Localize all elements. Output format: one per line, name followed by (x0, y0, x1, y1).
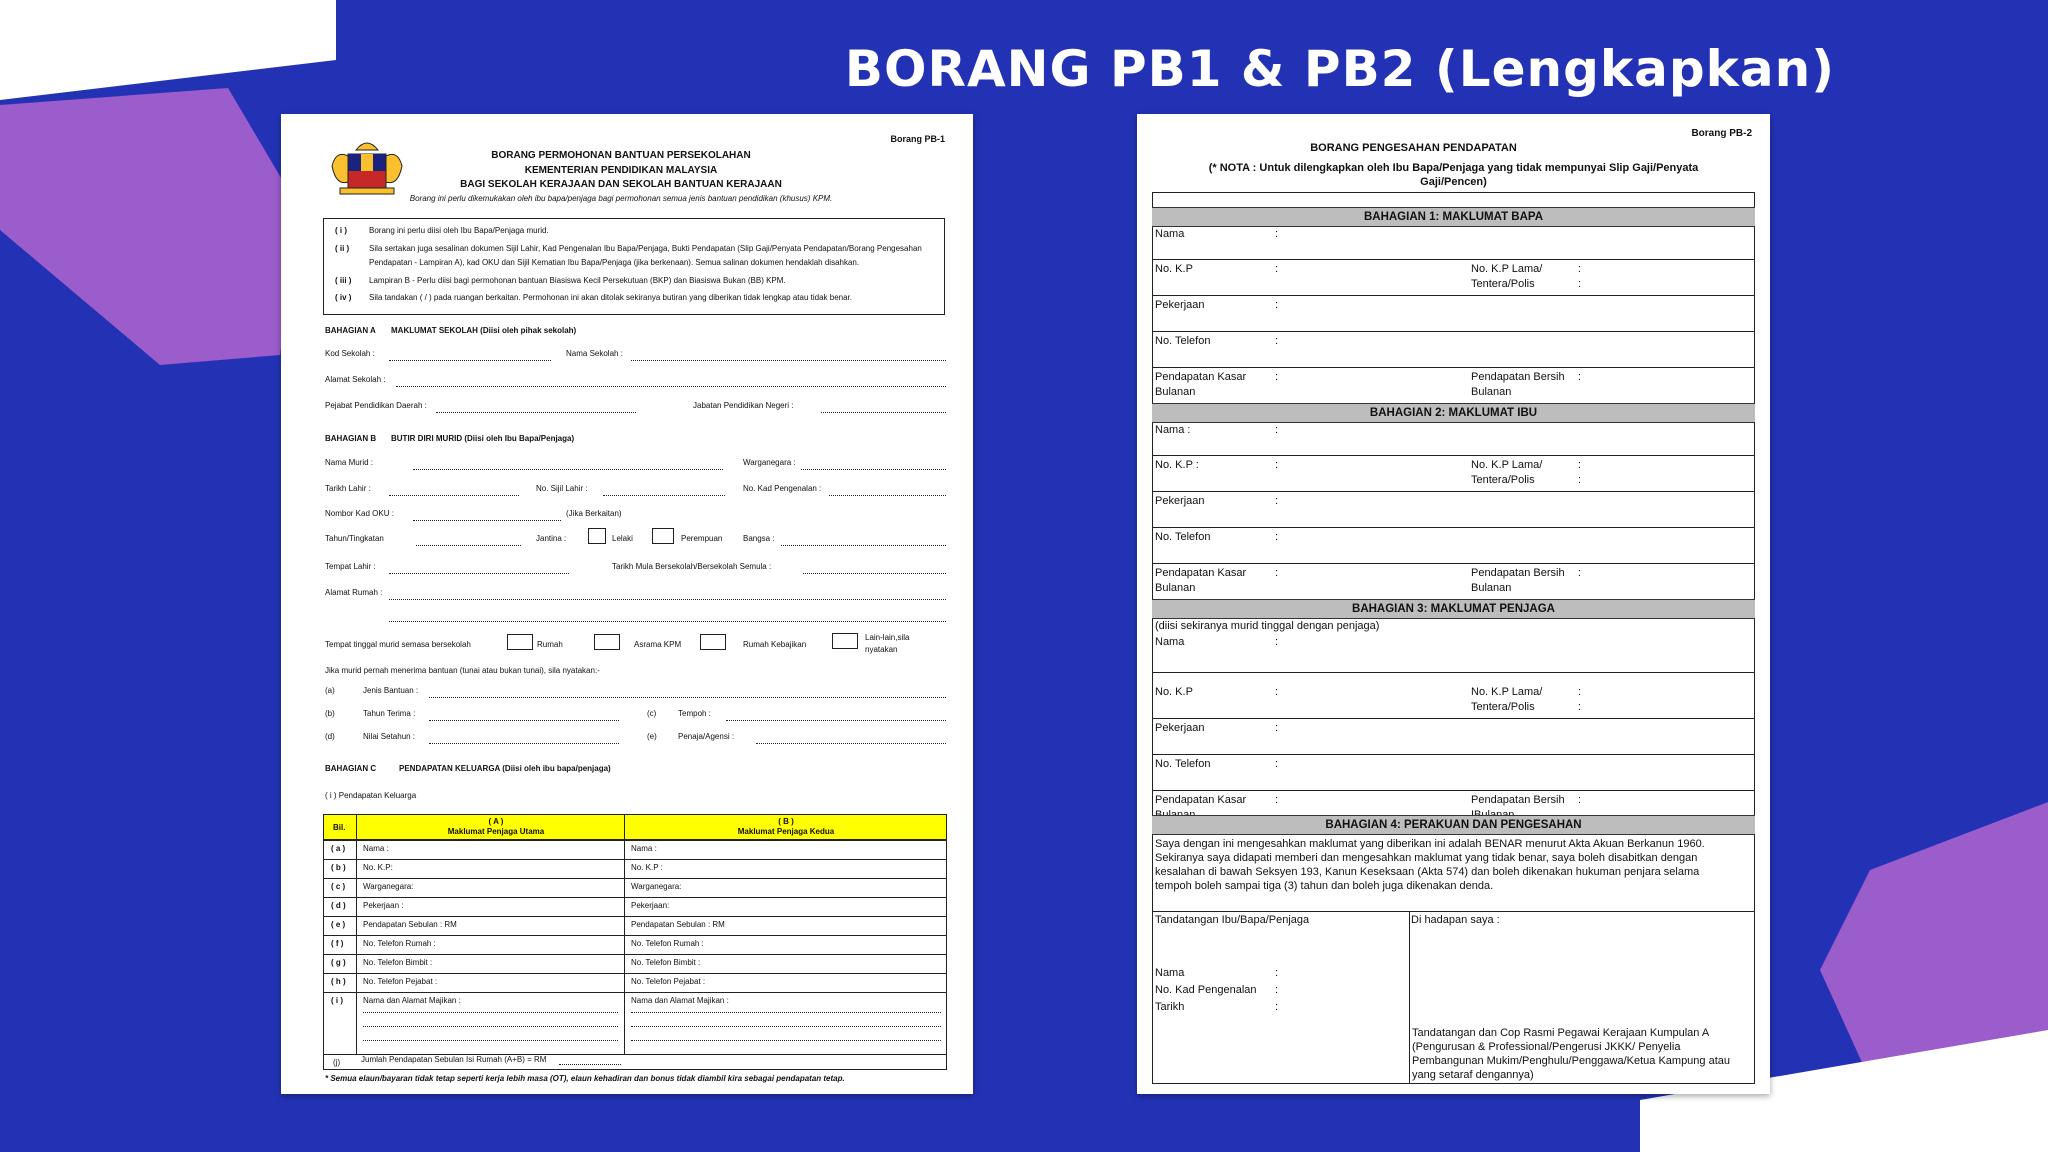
label-nama-murid: Nama Murid : (325, 458, 374, 467)
label-telefon: No. Telefon (1155, 531, 1211, 543)
checkbox-rumah[interactable] (507, 634, 533, 650)
label-bulanan: Bulanan (1155, 582, 1196, 594)
col-b-title: Maklumat Penjaga Kedua (737, 827, 835, 836)
field-majikan-a[interactable] (363, 1040, 618, 1041)
field-ppd[interactable] (436, 412, 636, 413)
label-tempat-tinggal: Tempat tinggal murid semasa bersekolah (325, 640, 471, 649)
colon: : (1578, 794, 1582, 806)
label-tarikh-lahir: Tarikh Lahir : (325, 484, 371, 493)
pb1-code: Borang PB-1 (890, 134, 945, 144)
label-kp-lama: No. K.P Lama/ (1471, 263, 1543, 275)
label-alamat-sekolah: Alamat Sekolah : (325, 375, 386, 384)
row-num: ( e ) (331, 920, 346, 929)
label-sign-kad: No. Kad Pengenalan (1155, 984, 1257, 996)
label-pendapatan-kasar: Pendapatan Kasar (1155, 371, 1247, 383)
sec-a-code: BAHAGIAN A (325, 326, 376, 335)
label-perempuan: Perempuan (681, 534, 723, 543)
colon: : (1275, 794, 1279, 806)
field-no-kp[interactable] (829, 495, 946, 496)
sec-c-code: BAHAGIAN C (325, 764, 377, 773)
row-num: ( c ) (331, 882, 346, 891)
row-label-b: No. Telefon Bimbit : (631, 958, 701, 967)
sec-b-title: BUTIR DIRI MURID (Diisi oleh Ibu Bapa/Penjaga) (391, 434, 575, 443)
sec-a-title: MAKLUMAT SEKOLAH (Diisi oleh pihak sekolah) (391, 326, 577, 335)
colon: : (1578, 371, 1582, 383)
colon: : (1578, 459, 1582, 471)
field-majikan-b[interactable] (631, 1012, 941, 1013)
colon: : (1578, 474, 1582, 486)
label-a: (a) (325, 686, 335, 695)
row-label-a: No. Telefon Pejabat : (363, 977, 438, 986)
colon: : (1578, 567, 1582, 579)
label-warganegara: Warganegara : (743, 458, 796, 467)
label-nama: Nama : (1155, 424, 1191, 436)
label-telefon: No. Telefon (1155, 335, 1211, 347)
checkbox-kebajikan[interactable] (700, 634, 726, 650)
checkbox-lain[interactable] (832, 633, 858, 649)
pb2-table (1152, 192, 1755, 1084)
sec-c-sub: ( i ) Pendapatan Keluarga (325, 791, 417, 800)
pb1-heading-3: BAGI SEKOLAH KERAJAAN DAN SEKOLAH BANTUAN KERAJAAN (460, 179, 782, 190)
label-sign-tarikh: Tarikh (1155, 1001, 1185, 1013)
row-label-b: No. Telefon Rumah : (631, 939, 704, 948)
row-num: ( b ) (331, 863, 346, 872)
label-alamat-rumah: Alamat Rumah : (325, 588, 383, 597)
label-tentera: Tentera/Polis (1471, 701, 1535, 713)
row-label-b: No. K.P : (631, 863, 663, 872)
colon: : (1275, 495, 1279, 507)
row-label-a: No. Telefon Bimbit : (363, 958, 433, 967)
label-terima: Tahun Terima : (363, 709, 416, 718)
field-jenis-bantuan[interactable] (429, 697, 946, 698)
colon: : (1275, 967, 1279, 979)
label-pekerjaan: Pekerjaan (1155, 299, 1205, 311)
label-pendapatan-bersih: Pendapatan Bersih (1471, 794, 1565, 806)
colon: : (1275, 984, 1279, 996)
label-jpn: Jabatan Pendidikan Negeri : (693, 401, 794, 410)
pb2-title: BORANG PENGESAHAN PENDAPATAN (1310, 142, 1517, 154)
field-majikan-b[interactable] (631, 1040, 941, 1041)
colon: : (1275, 1001, 1279, 1013)
note-text: Sila tandakan ( / ) pada ruangan berkaitan. Permohonan ini akan ditolak sekiranya butiran yang diberikan tidak lengkap atau tidak benar. (369, 293, 852, 302)
label-tahun: Tahun/Tingkatan (325, 534, 384, 543)
label-nama: Nama (1155, 228, 1185, 240)
perakuan-line: kesalahan di bawah Seksyen 193, Kanun Keseksaan (Akta 574) dan boleh dikenakan hukuman penjara selama (1155, 866, 1700, 878)
malaysia-crest-icon (326, 136, 408, 196)
field-penaja[interactable] (756, 743, 946, 744)
row-num: ( g ) (331, 958, 346, 967)
label-nokp: No. K.P (1155, 686, 1193, 698)
section-penjaga: BAHAGIAN 3: MAKLUMAT PENJAGA (1152, 599, 1755, 619)
label-bulanan: Bulanan (1471, 582, 1512, 594)
label-b: (b) (325, 709, 335, 718)
label-nilai: Nilai Setahun : (363, 732, 416, 741)
colon: : (1275, 299, 1279, 311)
row-label-b: Pendapatan Sebulan : RM (631, 920, 725, 929)
colon: : (1275, 424, 1279, 436)
field-alamat-rumah[interactable] (389, 599, 946, 600)
pb2-note-2: Gaji/Pencen) (1420, 176, 1487, 188)
label-lain2: nyatakan (865, 645, 898, 654)
label-tempat-lahir: Tempat Lahir : (325, 562, 376, 571)
checkbox-perempuan[interactable] (652, 528, 674, 544)
note-text: Sila sertakan juga sesalinan dokumen Sijil Lahir, Kad Pengenalan Ibu Bapa/Penjaga, Bukti Pendapatan (Slip Gaji/Penyata Pendapatan/Borang Pengesahan (369, 244, 922, 253)
note-text: Pendapatan - Lampiran A), kad OKU dan Sijil Kematian Ibu Bapa/Penjaga (jika berkenaan). Semua salinan dokumen hendaklah disahkan. (369, 258, 860, 267)
label-e: (e) (647, 732, 657, 741)
row-label-a: Pekerjaan : (363, 901, 404, 910)
row-label-a: Nama : (363, 844, 389, 853)
field-nilai[interactable] (429, 743, 619, 744)
label-bulanan: Bulanan (1471, 386, 1512, 398)
pb1-heading-note: Borang ini perlu dikemukakan oleh ibu bapa/penjaga bagi permohonan semua jenis bantuan pendidikan (khusus) KPM. (409, 194, 833, 203)
field-majikan-b[interactable] (631, 1026, 941, 1027)
colon: : (1275, 459, 1279, 471)
pb1-heading-1: BORANG PERMOHONAN BANTUAN PERSEKOLAHAN (491, 150, 751, 161)
cop-line: yang setaraf dengannya) (1412, 1069, 1534, 1081)
label-kebajikan: Rumah Kebajikan (743, 640, 807, 649)
label-pendapatan-kasar: Pendapatan Kasar (1155, 567, 1247, 579)
label-kad-oku: Nombor Kad OKU : (325, 509, 394, 518)
field-tahun-terima[interactable] (429, 720, 619, 721)
colon: : (1578, 263, 1582, 275)
colon: : (1578, 701, 1582, 713)
label-pekerjaan: Pekerjaan (1155, 722, 1205, 734)
field-kad-oku[interactable] (413, 520, 561, 521)
slide-title: BORANG PB1 & PB2 (Lengkapkan) (844, 40, 1836, 98)
label-jumlah: Jumlah Pendapatan Sebulan Isi Rumah (A+B) = RM (361, 1055, 547, 1064)
label-nama: Nama (1155, 636, 1185, 648)
cop-line: (Pengurusan & Professional/Pengerusi JKKK/ Penyelia (1412, 1041, 1681, 1053)
row-label-a: Nama dan Alamat Majikan : (363, 996, 461, 1005)
label-d: (d) (325, 732, 335, 741)
checkbox-asrama[interactable] (594, 634, 620, 650)
label-pendapatan-bersih: Pendapatan Bersih (1471, 371, 1565, 383)
col-bil: Bil. (333, 823, 346, 832)
row-label-a: Pendapatan Sebulan : RM (363, 920, 457, 929)
label-ppd: Pejabat Pendidikan Daerah : (325, 401, 427, 410)
field-tempoh[interactable] (726, 720, 946, 721)
label-tandatangan: Tandatangan Ibu/Bapa/Penjaga (1155, 914, 1310, 926)
note-num: ( iv ) (335, 293, 352, 302)
label-bulanan: Bulanan (1155, 386, 1196, 398)
pb2-code: Borang PB-2 (1691, 128, 1752, 139)
label-tentera: Tentera/Polis (1471, 474, 1535, 486)
col-a-label: ( A ) (488, 817, 504, 826)
label-asrama: Asrama KPM (634, 640, 682, 649)
field-nama-murid[interactable] (413, 469, 723, 470)
label-lelaki: Lelaki (612, 534, 633, 543)
field-nama-sekolah[interactable] (631, 360, 946, 361)
colon: : (1275, 335, 1279, 347)
checkbox-lelaki[interactable] (588, 528, 606, 544)
col-a-title: Maklumat Penjaga Utama (447, 827, 545, 836)
row-label-a: No. K.P: (363, 863, 393, 872)
cop-line: Tandatangan dan Cop Rasmi Pegawai Kerajaan Kumpulan A (1412, 1027, 1710, 1039)
note-num: ( ii ) (335, 244, 350, 253)
label-sijil-lahir: No. Sijil Lahir : (536, 484, 588, 493)
field-jpn[interactable] (821, 412, 946, 413)
field-tempat-lahir[interactable] (389, 573, 569, 574)
perakuan-line: tempoh boleh sampai tiga (3) tahun dan boleh juga dikenakan denda. (1155, 880, 1494, 892)
row-label-b: Warganegara: (631, 882, 682, 891)
label-telefon: No. Telefon (1155, 758, 1211, 770)
note-num: ( iii ) (335, 276, 352, 285)
colon: : (1275, 228, 1279, 240)
colon: : (1275, 722, 1279, 734)
label-oku-note: (Jika Berkaitan) (566, 509, 622, 518)
field-alamat-sekolah[interactable] (396, 386, 946, 387)
field-tarikh-lahir[interactable] (389, 495, 519, 496)
row-label-a: Warganegara: (363, 882, 414, 891)
note-num: ( i ) (335, 226, 347, 235)
field-kod-sekolah[interactable] (389, 360, 551, 361)
label-pendapatan-kasar: Pendapatan Kasar (1155, 794, 1247, 806)
colon: : (1578, 278, 1582, 290)
field-alamat-rumah-2[interactable] (389, 621, 946, 622)
colon: : (1275, 686, 1279, 698)
label-kp-lama: No. K.P Lama/ (1471, 686, 1543, 698)
label-no-kp: No. Kad Pengenalan : (743, 484, 822, 493)
pb2-note-1: (* NOTA : Untuk dilengkapkan oleh Ibu Bapa/Penjaga yang tidak mempunyai Slip Gaji/Penyata (1208, 162, 1699, 174)
colon: : (1275, 636, 1279, 648)
section-bapa: BAHAGIAN 1: MAKLUMAT BAPA (1152, 207, 1755, 227)
label-pekerjaan: Pekerjaan (1155, 495, 1205, 507)
row-num: ( f ) (331, 939, 344, 948)
row-label-b: Nama : (631, 844, 657, 853)
pb1-heading-2: KEMENTERIAN PENDIDIKAN MALAYSIA (524, 165, 718, 176)
colon: : (1275, 567, 1279, 579)
label-dihadapan: Di hadapan saya : (1411, 914, 1500, 926)
col-b-label: ( B ) (778, 817, 794, 826)
label-sec3-note: (diisi sekiranya murid tinggal dengan penjaga) (1155, 620, 1380, 632)
note-text: Borang ini perlu diisi oleh Ibu Bapa/Penjaga murid. (369, 226, 549, 235)
label-nokp: No. K.P (1155, 263, 1193, 275)
sec-c-title: PENDAPATAN KELUARGA (Diisi oleh ibu bapa/penjaga) (399, 764, 611, 773)
perakuan-line: Saya dengan ini mengesahkan maklumat yang diberikan ini adalah BENAR menurut Akta Akuan Berkanun 1960. (1155, 838, 1705, 850)
field-majikan-a[interactable] (363, 1012, 618, 1013)
field-bangsa[interactable] (781, 545, 946, 546)
row-label-b: Nama dan Alamat Majikan : (631, 996, 729, 1005)
label-bangsa: Bangsa : (743, 534, 775, 543)
row-num: ( a ) (331, 844, 346, 853)
field-tarikh-mula[interactable] (803, 573, 946, 574)
colon: : (1275, 758, 1279, 770)
pb1-footnote: * Semua elaun/bayaran tidak tetap seperti kerja lebih masa (OT), elaun kehadiran dan bonus tidak diambil kira sebagai pendapatan tetap. (325, 1074, 845, 1083)
colon: : (1578, 686, 1582, 698)
row-label-b: No. Telefon Pejabat : (631, 977, 706, 986)
row-label-b: Pekerjaan: (631, 901, 670, 910)
label-nama-sekolah: Nama Sekolah : (566, 349, 623, 358)
label-nokp: No. K.P : (1155, 459, 1199, 471)
note-text: Lampiran B - Perlu diisi bagi permohonan bantuan Biasiswa Kecil Persekutuan (BKP) dan Biasiswa Bukan (BB) KPM. (369, 276, 786, 285)
colon: : (1275, 371, 1279, 383)
label-tarikh-mula: Tarikh Mula Bersekolah/Bersekolah Semula : (612, 562, 772, 571)
label-kp-lama: No. K.P Lama/ (1471, 459, 1543, 471)
label-c: (c) (647, 709, 657, 718)
row-num: ( i ) (331, 996, 343, 1005)
colon: : (1275, 531, 1279, 543)
section-ibu: BAHAGIAN 2: MAKLUMAT IBU (1152, 403, 1755, 423)
label-pendapatan-bersih: Pendapatan Bersih (1471, 567, 1565, 579)
label-kod-sekolah: Kod Sekolah : (325, 349, 375, 358)
label-pernah: Jika murid pernah menerima bantuan (tunai atau bukan tunai), sila nyatakan:- (325, 666, 600, 675)
label-sign-nama: Nama (1155, 967, 1185, 979)
row-num: ( h ) (331, 977, 346, 986)
form-pb1 (281, 114, 973, 1094)
label-lain1: Lain-lain,sila (865, 633, 910, 642)
field-sijil-lahir[interactable] (603, 495, 725, 496)
label-tentera: Tentera/Polis (1471, 278, 1535, 290)
cop-line: Pembangunan Mukim/Penghulu/Penggawa/Ketua Kampung atau (1412, 1055, 1731, 1067)
field-majikan-a[interactable] (363, 1026, 618, 1027)
label-jenis: Jenis Bantuan : (363, 686, 419, 695)
label-rumah: Rumah (537, 640, 563, 649)
label-tempoh: Tempoh : (678, 709, 711, 718)
row-j: (j) (333, 1058, 341, 1067)
row-num: ( d ) (331, 901, 346, 910)
section-perakuan: BAHAGIAN 4: PERAKUAN DAN PENGESAHAN (1152, 815, 1755, 835)
field-tahun[interactable] (416, 545, 521, 546)
label-jantina: Jantina : (536, 534, 567, 543)
field-jumlah[interactable] (559, 1064, 621, 1065)
colon: : (1275, 263, 1279, 275)
form-pb2 (1137, 114, 1770, 1094)
perakuan-line: Sekiranya saya didapati memberi dan mengesahkan maklumat yang tidak benar, saya boleh disabitkan dengan (1155, 852, 1698, 864)
label-penaja: Penaja/Agensi : (678, 732, 735, 741)
sec-b-code: BAHAGIAN B (325, 434, 377, 443)
row-label-a: No. Telefon Rumah : (363, 939, 436, 948)
field-warganegara[interactable] (801, 469, 946, 470)
